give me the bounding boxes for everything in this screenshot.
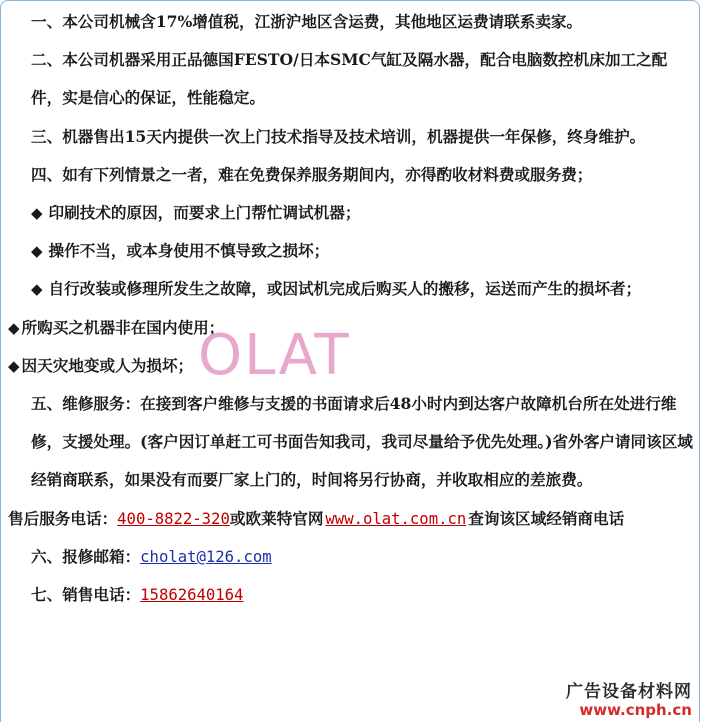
bullet-text: 自行改装或修理所发生之故障，或因试机完成后购买人的搬移，运送而产生的损坏者； — [48, 279, 642, 299]
clause-3: 三、机器售出15天内提供一次上门技术指导及技术培训，机器提供一年保修，终身维护。 — [31, 126, 646, 146]
site-stamp — [566, 683, 692, 718]
service-phone-link[interactable]: 400-8822-320 — [117, 509, 230, 528]
service-line — [8, 500, 694, 538]
bullet-item — [8, 194, 694, 232]
bullet-text: 印刷技术的原因，而要求上门帮忙调试机器； — [48, 203, 361, 223]
diamond-icon: ◆ — [31, 242, 43, 261]
bullet-item — [8, 347, 694, 385]
clause-5: 五、维修服务：在接到客户维修与支援的书面请求后48小时内到达客户故障机台所在处进行维修，支援处理。(客户因订单赶工可书面告知我司，我司尽量给予优先处理。)省外客户请同该区域经销商联系，如果没有而要厂家上门的，时间将另行协商，并收取相应的差旅费。 — [31, 394, 693, 490]
official-site-link[interactable]: www.olat.com.cn — [325, 509, 467, 528]
clause-2: 二、本公司机器采用正品德国FESTO/日本SMC气缸及隔水器，配合电脑数控机床加工之配件，实是信心的保证，性能稳定。 — [31, 50, 668, 108]
sales-phone-link[interactable]: 15862640164 — [140, 586, 244, 605]
email-link[interactable]: cholat@126.com — [140, 547, 272, 566]
clause-1: 一、本公司机械含17%增值税，江浙沪地区含运费，其他地区运费请联系卖家。 — [31, 12, 583, 31]
service-label: 售后服务电话： — [8, 508, 118, 528]
stamp-site-name: 广告设备材料网 — [566, 681, 692, 702]
bullet-item — [8, 309, 694, 347]
email-line — [8, 538, 694, 576]
sales-line — [8, 576, 694, 614]
email-label: 六、报修邮箱： — [31, 546, 141, 566]
diamond-icon: ◆ — [8, 318, 20, 337]
diamond-icon: ◆ — [31, 204, 43, 223]
diamond-icon: ◆ — [8, 356, 20, 375]
service-tail: 查询该区域经销商电话 — [468, 508, 625, 528]
bullet-item — [8, 232, 694, 270]
diamond-icon: ◆ — [31, 280, 43, 299]
document-body — [8, 3, 694, 614]
bullet-item — [8, 270, 694, 308]
olat-watermark: OLAT — [198, 323, 351, 388]
bullet-text: 操作不当，或本身使用不慎导致之损坏； — [48, 241, 330, 261]
bullet-text: 所购买之机器非在国内使用； — [21, 317, 225, 337]
clause-4: 四、如有下列情景之一者，难在免费保养服务期间内，亦得酌收材料费或服务费； — [31, 164, 593, 184]
sales-label: 七、销售电话： — [31, 585, 141, 605]
stamp-site-url: www.cnph.cn — [579, 700, 692, 719]
bullet-text: 因天灾地变或人为损坏； — [21, 355, 194, 375]
service-middle: 或欧莱特官网 — [229, 508, 324, 528]
